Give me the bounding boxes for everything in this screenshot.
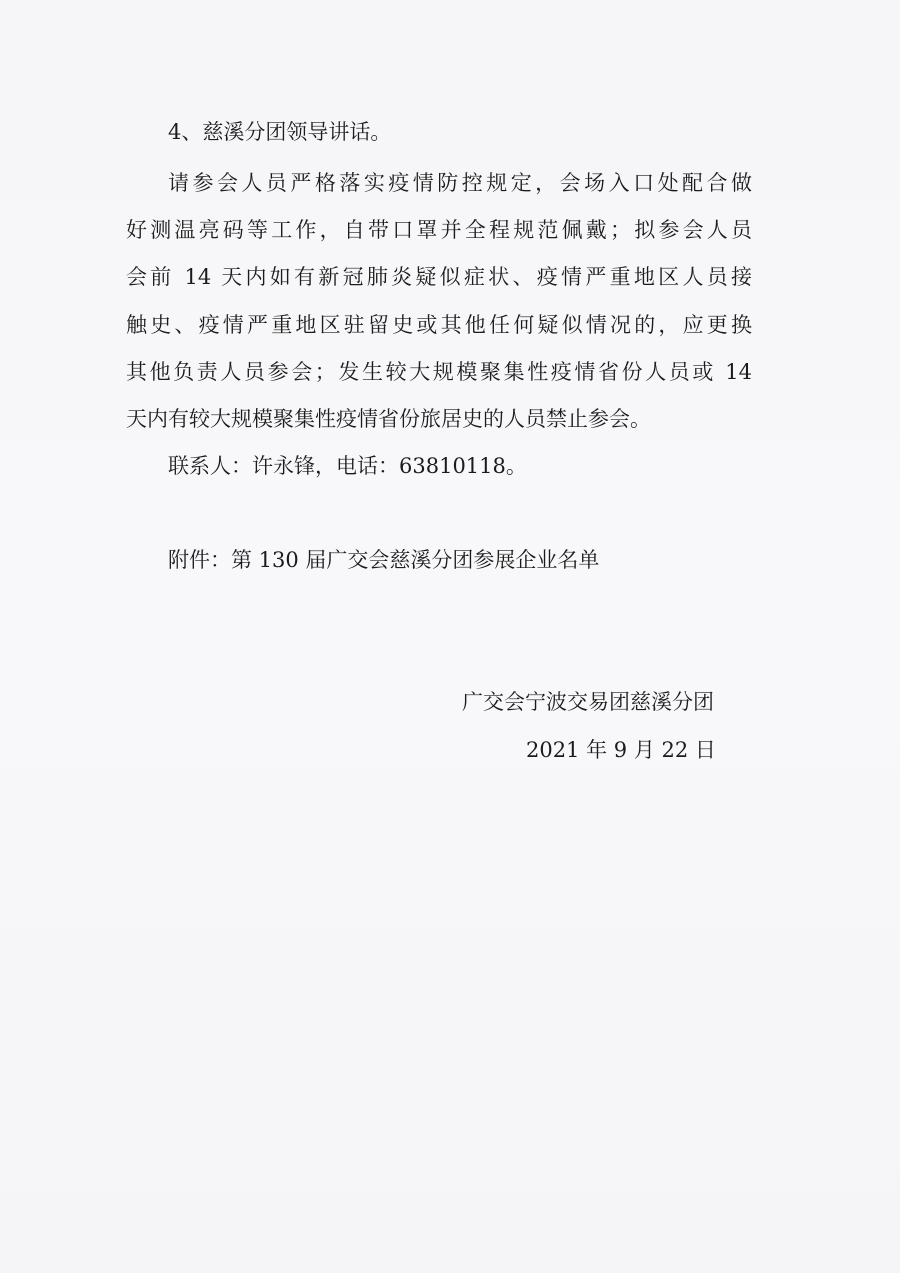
paragraph-line-4: 触史、疫情严重地区驻留史或其他任何疑似情况的，应更换: [126, 313, 752, 337]
attachment-line: 附件：第 130 届广交会慈溪分团参展企业名单: [168, 548, 600, 572]
paragraph-line-2: 好测温亮码等工作，自带口罩并全程规范佩戴；拟参会人员: [126, 218, 752, 242]
signature-organization: 广交会宁波交易团慈溪分团: [462, 690, 714, 714]
paragraph-line-6: 天内有较大规模聚集性疫情省份旅居史的人员禁止参会。: [126, 407, 651, 431]
paragraph-line-1: 请参会人员严格落实疫情防控规定，会场入口处配合做: [168, 171, 752, 195]
paragraph-line-5: 其他负责人员参会；发生较大规模聚集性疫情省份人员或 14: [126, 360, 752, 384]
signature-date: 2021 年 9 月 22 日: [526, 738, 716, 762]
item-heading: 4、慈溪分团领导讲话。: [168, 120, 392, 144]
contact-line: 联系人：许永锋，电话：63810118。: [168, 454, 527, 478]
paragraph-line-3: 会前 14 天内如有新冠肺炎疑似症状、疫情严重地区人员接: [126, 265, 752, 289]
